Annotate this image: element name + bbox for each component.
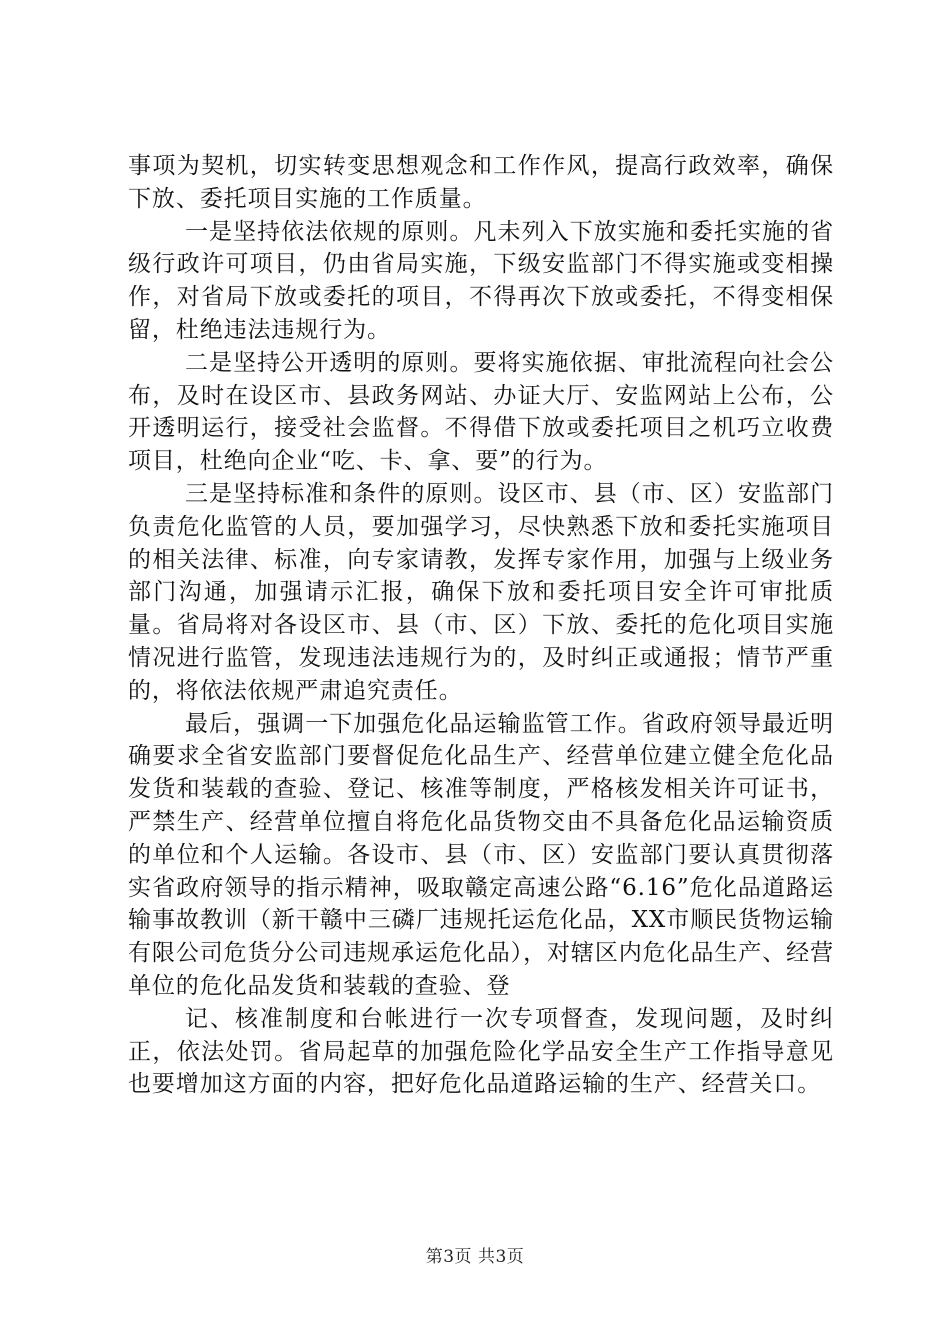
page-footer: 第3页 共3页 xyxy=(425,1247,525,1267)
paragraph-continuation: 事项为契机，切实转变思想观念和工作作风，提高行政效率，确保下放、委托项目实施的工作质量。 xyxy=(128,153,834,212)
paragraph-principle-one: 一是坚持依法依规的原则。凡未列入下放实施和委托实施的省级行政许可项目，仍由省局实施，下级安监部门不得实施或变相操作，对省局下放或委托的项目，不得再次下放或委托，不得变相保留，杜绝违法违规行为。 xyxy=(128,218,834,343)
paragraph-principle-three: 三是坚持标准和条件的原则。设区市、县（市、区）安监部门负责危化监管的人员，要加强学习，尽快熟悉下放和委托实施项目的相关法律、标准，向专家请教，发挥专家作用，加强与上级业务部门沟通，加强请示汇报，确保下放和委托项目安全许可审批质量。省局将对各设区市、县（市、区）下放、委托的危化项目实施情况进行监管，发现违法违规行为的，及时纠正或通报；情节严重的，将依法依规严肃追究责任。 xyxy=(128,480,834,704)
document-body xyxy=(128,150,834,1101)
paragraph-principle-two: 二是坚持公开透明的原则。要将实施依据、审批流程向社会公布，及时在设区市、县政务网站、办证大厅、安监网站上公布，公开透明运行，接受社会监督。不得借下放或委托项目之机巧立收费项目，杜绝向企业“吃、卡、拿、要”的行为。 xyxy=(128,349,834,475)
paragraph-transport-supervision: 最后，强调一下加强危化品运输监管工作。省政府领导最近明确要求全省安监部门要督促危化品生产、经营单位建立健全危化品发货和装载的查验、登记、核准等制度，严格核发相关许可证书，严禁生产、经营单位擅自将危化品货物交由不具备危化品运输资质的单位和个人运输。各设市、县（市、区）安监部门要认真贯彻落实省政府领导的指示精神，吸取赣定高速公路“6.16”危化品道路运输事故教训（新干赣中三磷厂违规托运危化品，XX市顺民货物运输有限公司危货分公司违规承运危化品），对辖区内危化品生产、经营单位的危化品发货和装载的查验、登 xyxy=(128,710,834,999)
paragraph-closing: 记、核准制度和台帐进行一次专项督查，发现问题，及时纠正，依法处罚。省局起草的加强危险化学品安全生产工作指导意见也要增加这方面的内容，把好危化品道路运输的生产、经营关口。 xyxy=(128,1005,834,1098)
